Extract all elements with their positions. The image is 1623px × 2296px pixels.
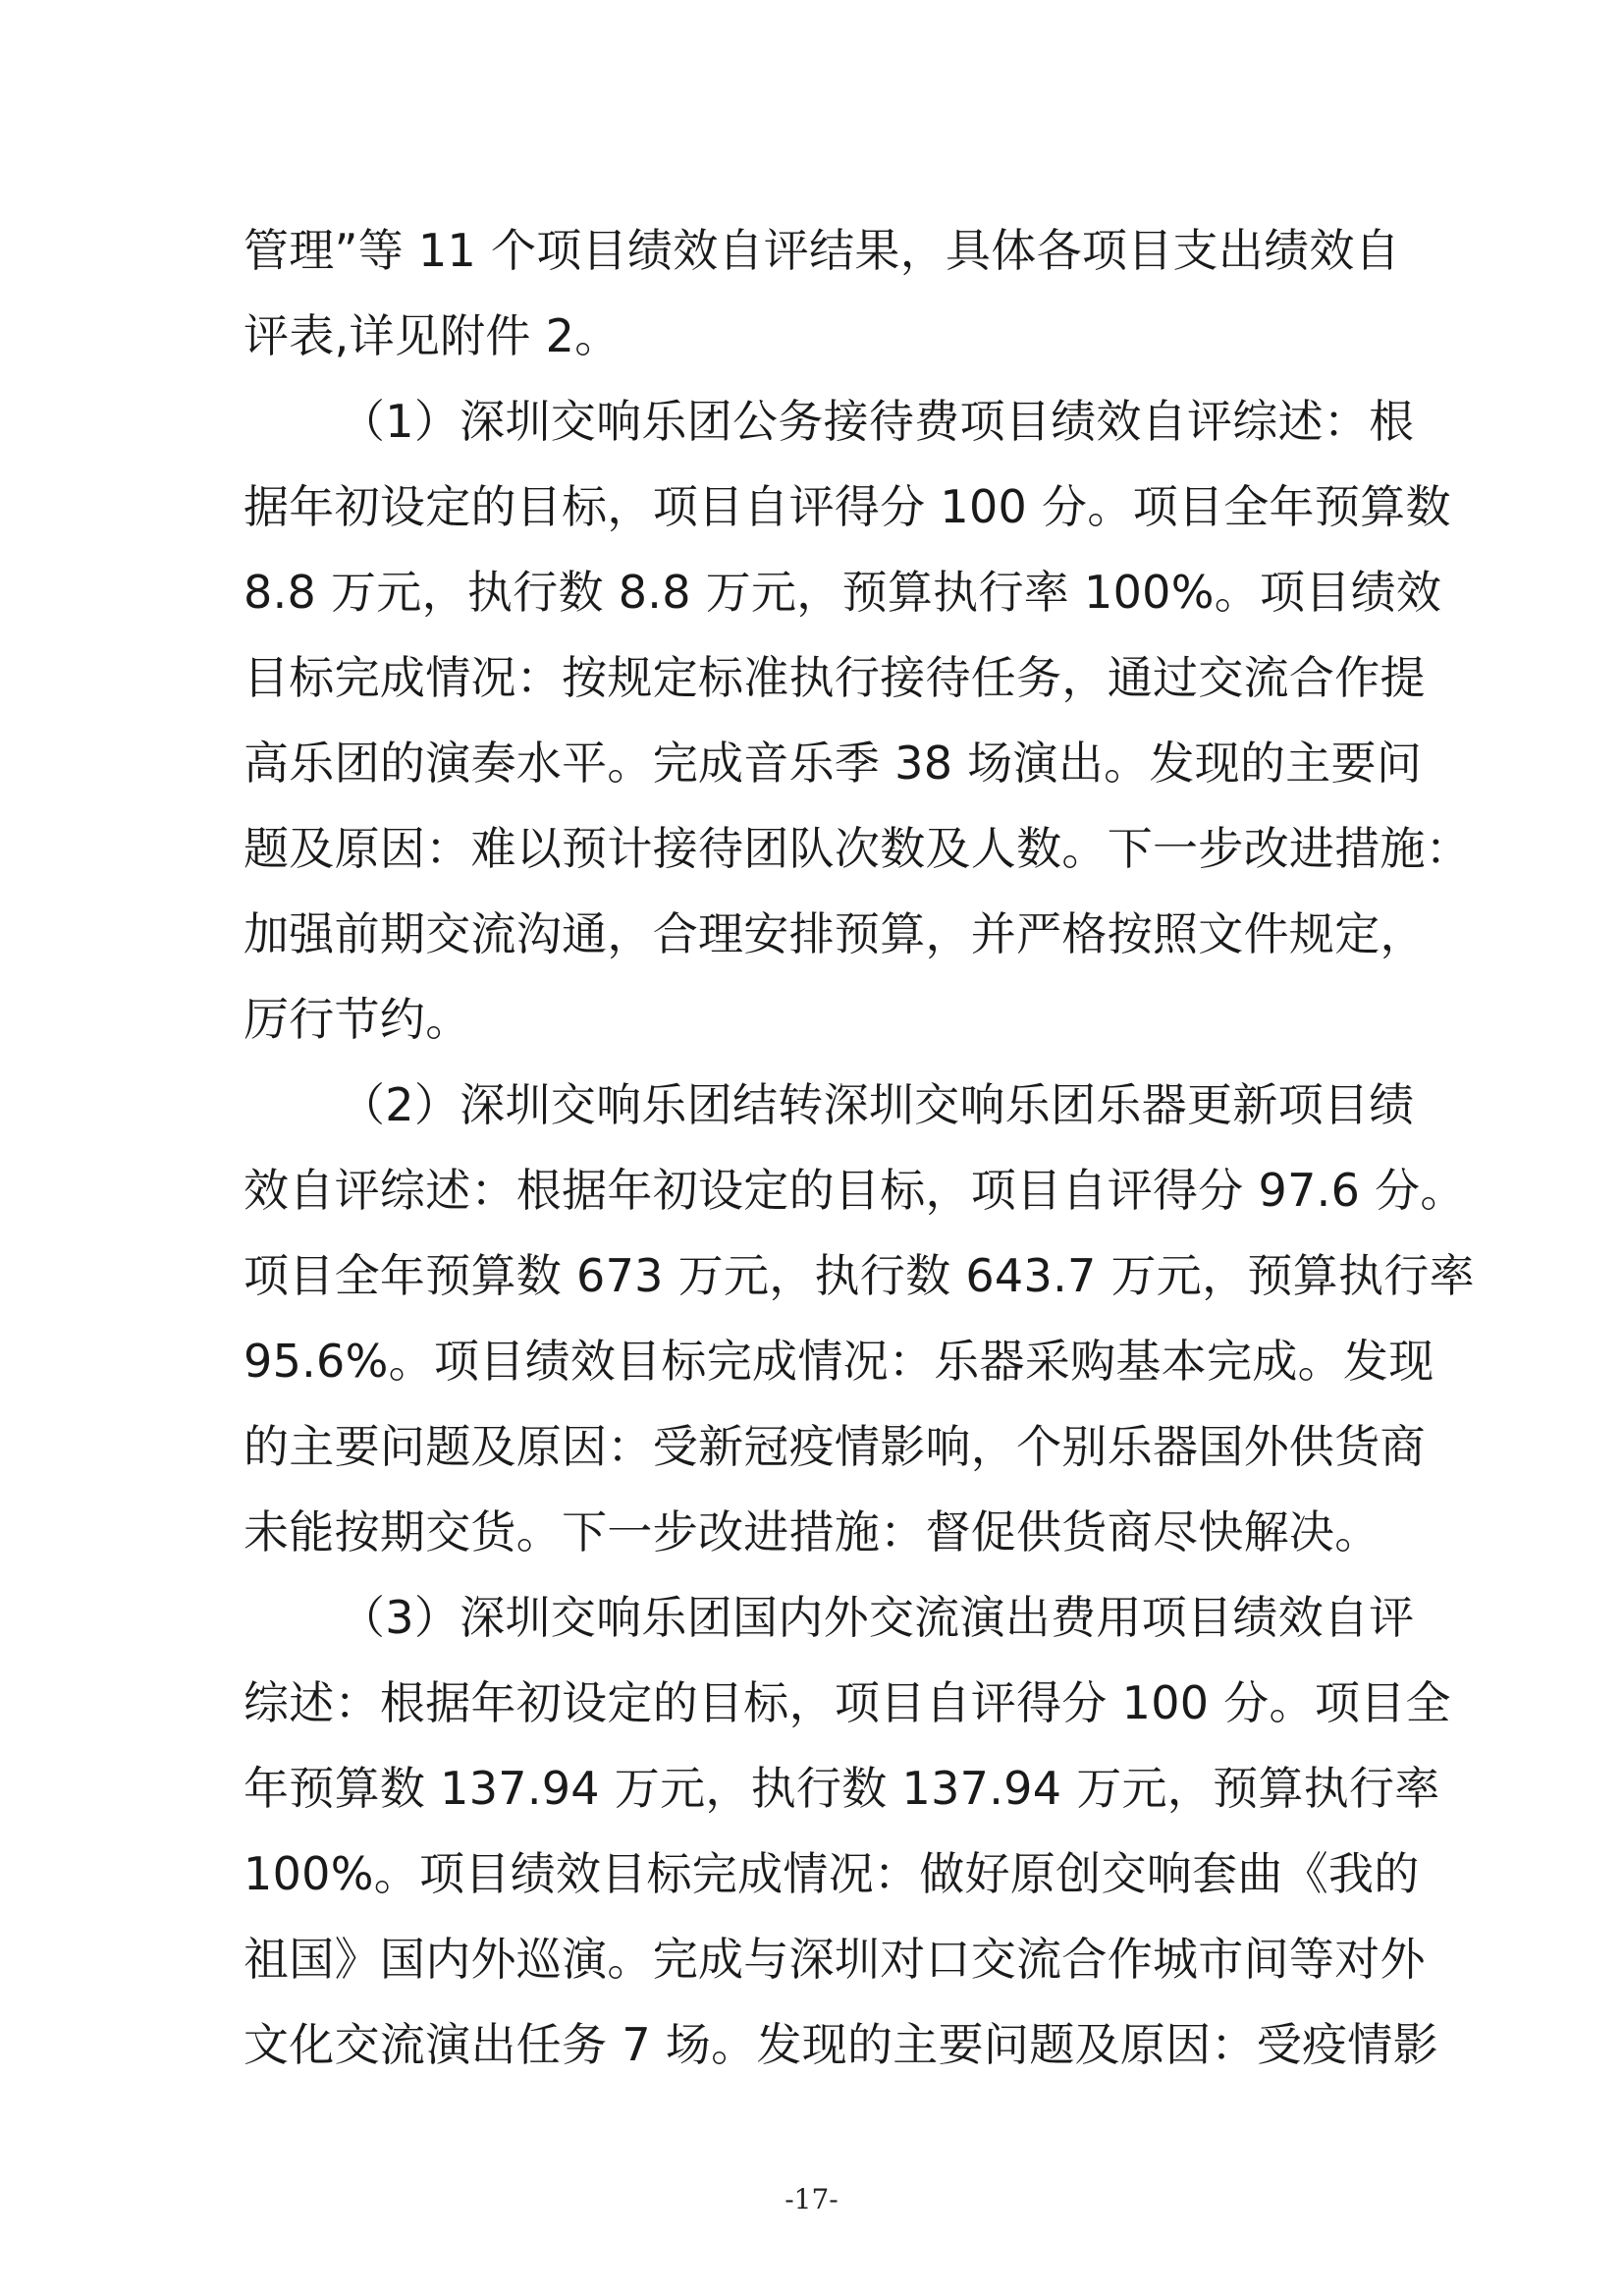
text-line: 年预算数 137.94 万元，执行数 137.94 万元，预算执行率 [243,1762,1440,1815]
text-line: 加强前期交流沟通，合理安排预算，并严格按照文件规定， [243,907,1426,960]
text-line: 的主要问题及原因：受新冠疫情影响，个别乐器国外供货商 [243,1420,1426,1473]
text-line: 评表,详见附件 2。 [243,309,621,362]
text-line: 祖国》国内外巡演。完成与深圳对口交流合作城市间等对外 [243,1933,1426,1986]
text-line: 8.8 万元，执行数 8.8 万元，预算执行率 100%。项目绩效 [243,566,1442,619]
text-line: 效自评综述：根据年初设定的目标，项目自评得分 97.6 分。 [243,1164,1466,1217]
text-line: 目标完成情况：按规定标准执行接待任务，通过交流合作提 [243,651,1426,704]
text-line: 100%。项目绩效目标完成情况：做好原创交响套曲《我的 [243,1847,1420,1900]
text-line: 厉行节约。 [243,993,471,1046]
text-line: 未能按期交货。下一步改进措施：督促供货商尽快解决。 [243,1505,1380,1558]
text-line: 据年初设定的目标，项目自评得分 100 分。项目全年预算数 [243,480,1451,533]
paragraph-heading-1: （1）深圳交响乐团公务接待费项目绩效自评综述：根 [340,395,1415,448]
paragraph-heading-3: （3）深圳交响乐团国内外交流演出费用项目绩效自评 [340,1591,1415,1644]
text-line: 综述：根据年初设定的目标，项目自评得分 100 分。项目全 [243,1676,1451,1729]
text-line: 文化交流演出任务 7 场。发现的主要问题及原因：受疫情影 [243,2018,1438,2071]
paragraph-heading-2: （2）深圳交响乐团结转深圳交响乐团乐器更新项目绩 [340,1078,1415,1131]
text-line: 题及原因：难以预计接待团队次数及人数。下一步改进措施： [243,822,1472,875]
text-line: 管理”等 11 个项目绩效自评结果，具体各项目支出绩效自 [243,224,1401,277]
text-line: 95.6%。项目绩效目标完成情况：乐器采购基本完成。发现 [243,1335,1434,1388]
text-line: 高乐团的演奏水平。完成音乐季 38 场演出。发现的主要问 [243,737,1423,790]
page-number: -17- [784,2183,839,2215]
text-line: 项目全年预算数 673 万元，执行数 643.7 万元，预算执行率 [243,1249,1475,1302]
